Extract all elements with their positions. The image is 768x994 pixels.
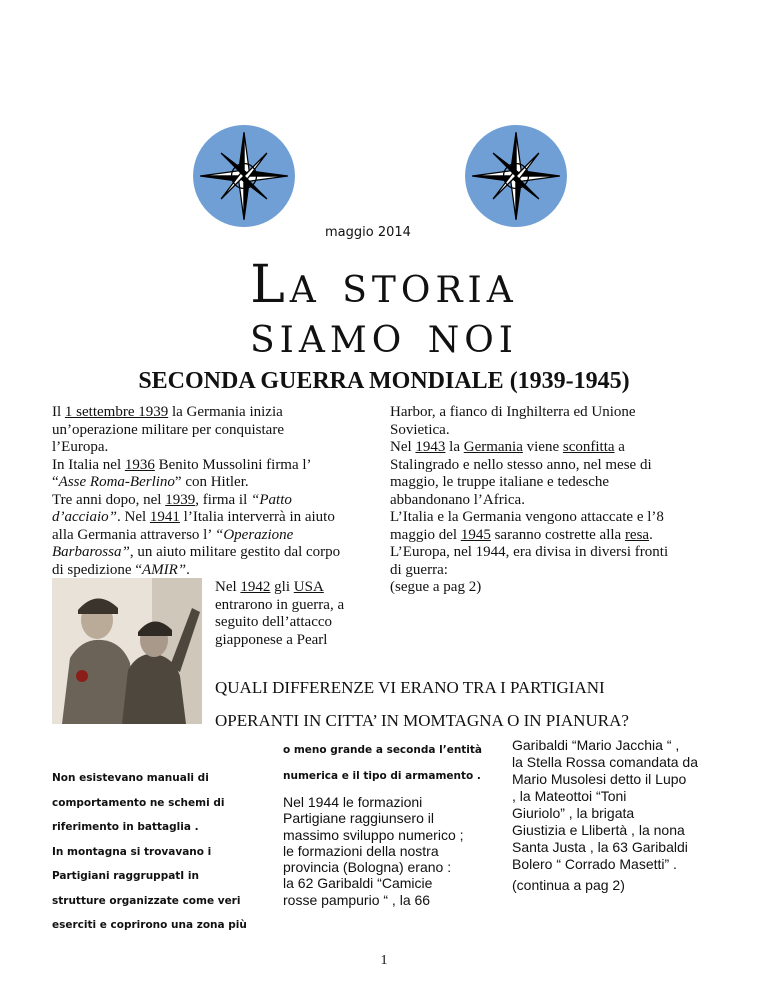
text-run: numerica e il tipo di armamento . [283,770,481,782]
text-run: gli [270,579,294,595]
text-run: a [614,439,625,455]
text-run: (continua a pag 2) [512,877,625,893]
text-run: Asse Roma-Berlino [58,474,175,490]
bottom-middle-column [283,794,498,908]
text-run: Giuriolo” , la brigata [512,805,635,821]
text-run: Tre anni dopo, nel [52,491,166,508]
text-run: entrarono in guerra, a [215,596,345,613]
text-run: 1939 [165,491,196,508]
text-run: AMIR” [141,561,187,578]
text-run: L’Italia e la Germania vengono attaccate e l’8 [390,509,664,525]
page-number: 1 [380,953,388,968]
text-run: resa [624,526,650,543]
text-run: Benito Mussolini firma l’ [154,456,312,473]
text-run: 1945 [460,526,491,543]
text-run: eserciti e coprirono una zona più [52,919,247,931]
page-title-line-2: siamo noi [249,305,519,365]
text-line [52,562,352,580]
historic-photo [52,578,202,724]
text-run: Garibaldi “Mario Jacchia “ , [512,737,680,753]
bottom-middle-bold [283,737,493,789]
text-run: “Patto [251,491,292,508]
text-run: , un aiuto militare gestito dal corpo [129,544,341,560]
section-question-line-2: OPERANTI IN CITTA’ IN MOMTAGNA O IN PIANURA? [215,711,629,730]
text-run: Partigiani raggruppatI in [52,870,199,882]
text-run: un’operazione militare per conquistare [52,421,284,438]
text-run: massimo sviluppo numerico ; [283,826,464,843]
text-run: l’Italia interverrà in aiuto [179,509,335,525]
text-run: Partigiane raggiunsero il [283,810,434,827]
text-run: l’Europa. [52,439,109,455]
text-run: 1942 [240,579,271,595]
bottom-right-column [512,737,742,894]
text-run: In montagna si trovavano i [52,845,212,858]
text-run: le formazioni della nostra [283,842,439,859]
text-run: 1936 [124,456,155,473]
text-run: 1941 [149,509,180,525]
text-run: Stalingrado e nello stesso anno, nel mese di [390,456,652,473]
text-line [52,544,352,562]
text-run: Barbarossa” [52,544,130,560]
text-run: Sovietica. [390,421,450,438]
text-run: Mario Musolesi detto il Lupo [512,771,687,787]
text-run: , firma il [195,491,252,508]
text-run: Bolero “ Corrado Masetti” . [512,856,677,872]
text-line [52,509,352,527]
text-line [390,439,730,457]
text-run: maggio, le truppe italiane e tedesche [390,474,610,490]
left-column-wrap [215,579,365,649]
text-run: riferimento in battaglia . [52,821,199,833]
text-run: USA [293,579,324,595]
text-run: abbandonano l’Africa. [390,491,525,508]
text-run: Germania [463,439,523,455]
text-run: Nel 1944 le formazioni [283,794,423,810]
text-run: Santa Justa , la 63 Garibaldi [512,839,688,855]
text-run: la Stella Rossa comandata da [512,754,698,770]
text-run: “Operazione [214,526,294,543]
text-run: “ [52,474,59,490]
text-run: d’acciaio” [52,509,117,525]
text-line [52,492,352,510]
section-question-line-1: QUALI DIFFERENZE VI ERANO TRA I PARTIGIANI [215,678,605,697]
compass-rose-icon [192,124,296,228]
text-line [52,527,352,545]
text-run: Giustizia e Llibertà , la nona [512,822,685,838]
text-run: di guerra: [390,561,448,578]
text-run: la [445,439,464,455]
text-run: In Italia nel [52,456,125,473]
text-run: la 62 Garibaldi “Camicie [283,875,433,892]
text-run: saranno costrette alla [490,526,625,543]
right-column [390,404,730,597]
text-run: . [186,561,190,578]
article-headline: SECONDA GUERRA MONDIALE (1939-1945) [138,368,630,394]
text-run: sconfitta [562,439,615,455]
text-line [52,474,352,492]
text-run: . [649,526,653,543]
text-run: o meno grande a seconda l’entità [283,744,483,756]
text-run: , la Mateottoi “Toni [512,788,627,804]
text-run: alla Germania attraverso l’ [52,526,215,543]
text-run: comportamento ne schemi di [52,796,225,809]
text-run: . Nel [117,509,150,525]
text-run: 1943 [415,439,446,455]
text-run: provincia (Bologna) erano : [283,859,452,876]
text-run: 1 settembre 1939 [64,404,169,420]
text-run: giapponese a Pearl [215,631,328,648]
text-line [390,527,730,545]
text-run: ” con Hitler. [174,474,249,490]
page-title-line-1: La storia [250,255,518,315]
text-run: Il [52,404,65,420]
text-run: rosse pampurio “ , la 66 [283,891,431,908]
left-column [52,404,352,579]
compass-rose-icon [464,124,568,228]
text-run: la Germania inizia [168,404,283,420]
text-run: maggio del [390,526,461,543]
text-run: di spedizione “ [52,561,142,578]
text-run: L’Europa, nel 1944, era divisa in diversi fronti [390,544,669,560]
text-run: Non esistevano manuali di [52,772,209,784]
text-run: Harbor, a fianco di Inghilterra ed Unione [390,404,636,420]
text-line [215,579,365,597]
text-line [52,404,352,422]
text-run: seguito dell’attacco [215,614,333,630]
text-run: Nel [215,579,241,595]
text-run: viene [522,439,563,455]
bottom-left-column [52,766,267,938]
text-run: Nel [390,439,416,455]
text-line [52,457,352,475]
text-run: (segue a pag 2) [390,579,482,595]
issue-date: maggio 2014 [325,225,411,240]
text-run: strutture organizzate come veri [52,894,241,907]
